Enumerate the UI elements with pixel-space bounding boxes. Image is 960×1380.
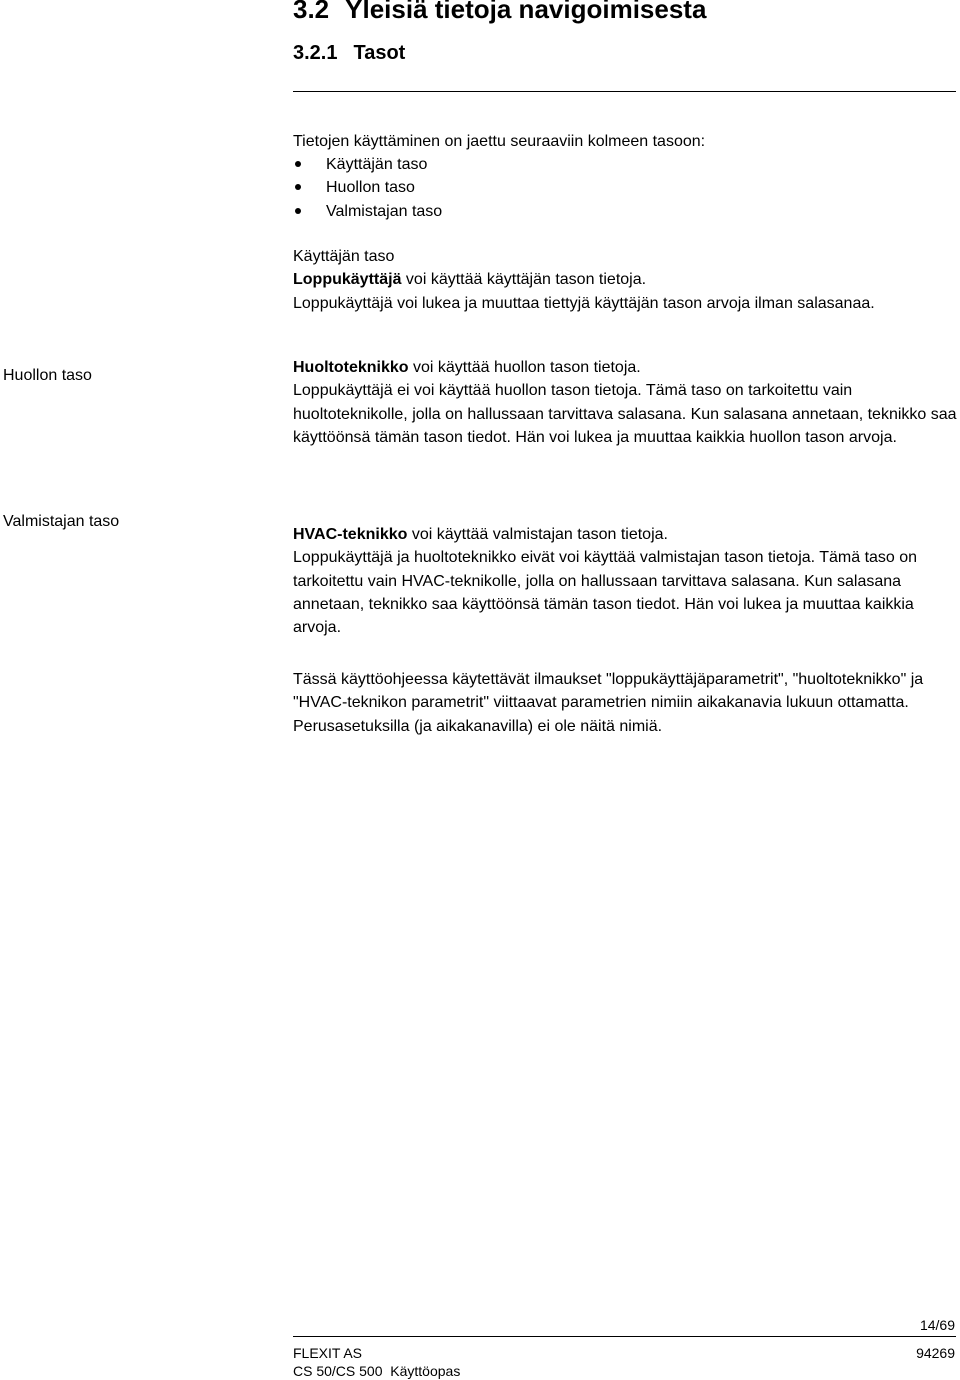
user-level-title: Käyttäjän taso bbox=[293, 248, 395, 265]
hvac-tech-term: HVAC-teknikko bbox=[293, 526, 408, 543]
footer-company: FLEXIT AS bbox=[293, 1345, 362, 1361]
bullet-icon bbox=[295, 184, 301, 190]
manufacturer-level-label: Valmistajan taso bbox=[3, 513, 120, 530]
user-level-section bbox=[293, 245, 958, 315]
section-number: 3.2 bbox=[293, 0, 330, 24]
list-item: Huollon taso bbox=[293, 176, 958, 199]
subsection-title: Tasot bbox=[353, 42, 406, 64]
bullet-icon bbox=[295, 208, 301, 214]
note-paragraph: Tässä käyttöohjeessa käytettävät ilmaukset "loppukäyttäjäparametrit", "huoltoteknikko" ja "HVAC-teknikon parametrit" viittaavat parametrien nimiin aikakanavia lukuun ottamatta. Perusasetuksilla (ja aikakanavilla) ei ole näitä nimiä. bbox=[293, 671, 924, 735]
service-level-body: Loppukäyttäjä ei voi käyttää huollon tason tietoja. Tämä taso on tarkoitettu vain huoltoteknikolle, jolla on hallussaan tarvittava salasana. Kun salasana annetaan, teknikko saa käyttöönsä tämän tason tiedot. Hän voi lukea ja muuttaa kaikkia huollon tason arvoja. bbox=[293, 382, 957, 446]
footer-manual-title: CS 50/CS 500 Käyttöopas bbox=[293, 1363, 461, 1379]
subsection-heading bbox=[293, 42, 405, 65]
intro-text: Tietojen käyttäminen on jaettu seuraaviin kolmeen tasoon: bbox=[293, 133, 706, 150]
list-item: Valmistajan taso bbox=[293, 200, 958, 223]
manufacturer-level-body: Loppukäyttäjä ja huoltoteknikko eivät voi käyttää valmistajan tason tietoja. Tämä taso on tarkoitettu vain HVAC-teknikolle, jolla on hallussaan tarvittava salasana. Kun salasana annetaan, teknikko saa käyttöönsä tämän tason tiedot. Hän voi lukea ja muuttaa kaikkia arvoja. bbox=[293, 549, 918, 637]
user-level-line2: Loppukäyttäjä voi lukea ja muuttaa tiettyjä käyttäjän tason arvoja ilman salasanaa. bbox=[293, 294, 875, 312]
section-heading bbox=[293, 0, 706, 25]
manufacturer-level-section bbox=[293, 523, 958, 639]
user-level-line1: Loppukäyttäjä voi käyttää käyttäjän tason tietoja. bbox=[293, 271, 647, 289]
service-tech-term: Huoltoteknikko bbox=[293, 359, 409, 376]
subsection-number: 3.2.1 bbox=[293, 42, 338, 64]
end-user-term: Loppukäyttäjä bbox=[293, 271, 402, 289]
service-level-line1: Huoltoteknikko voi käyttää huollon tason tietoja. bbox=[293, 359, 641, 376]
levels-list bbox=[293, 153, 958, 223]
bullet-icon bbox=[295, 161, 301, 167]
footer-doc-number: 94269 bbox=[916, 1345, 955, 1361]
service-level-label: Huollon taso bbox=[3, 367, 92, 384]
page-number: 14/69 bbox=[919, 1317, 955, 1333]
manufacturer-level-line1: HVAC-teknikko voi käyttää valmistajan tason tietoja. bbox=[293, 526, 668, 543]
footer-divider bbox=[293, 1336, 956, 1337]
section-title: Yleisiä tietoja navigoimisesta bbox=[345, 0, 707, 24]
heading-divider bbox=[293, 91, 956, 92]
service-level-section bbox=[293, 356, 958, 449]
list-item: Käyttäjän taso bbox=[293, 153, 958, 176]
